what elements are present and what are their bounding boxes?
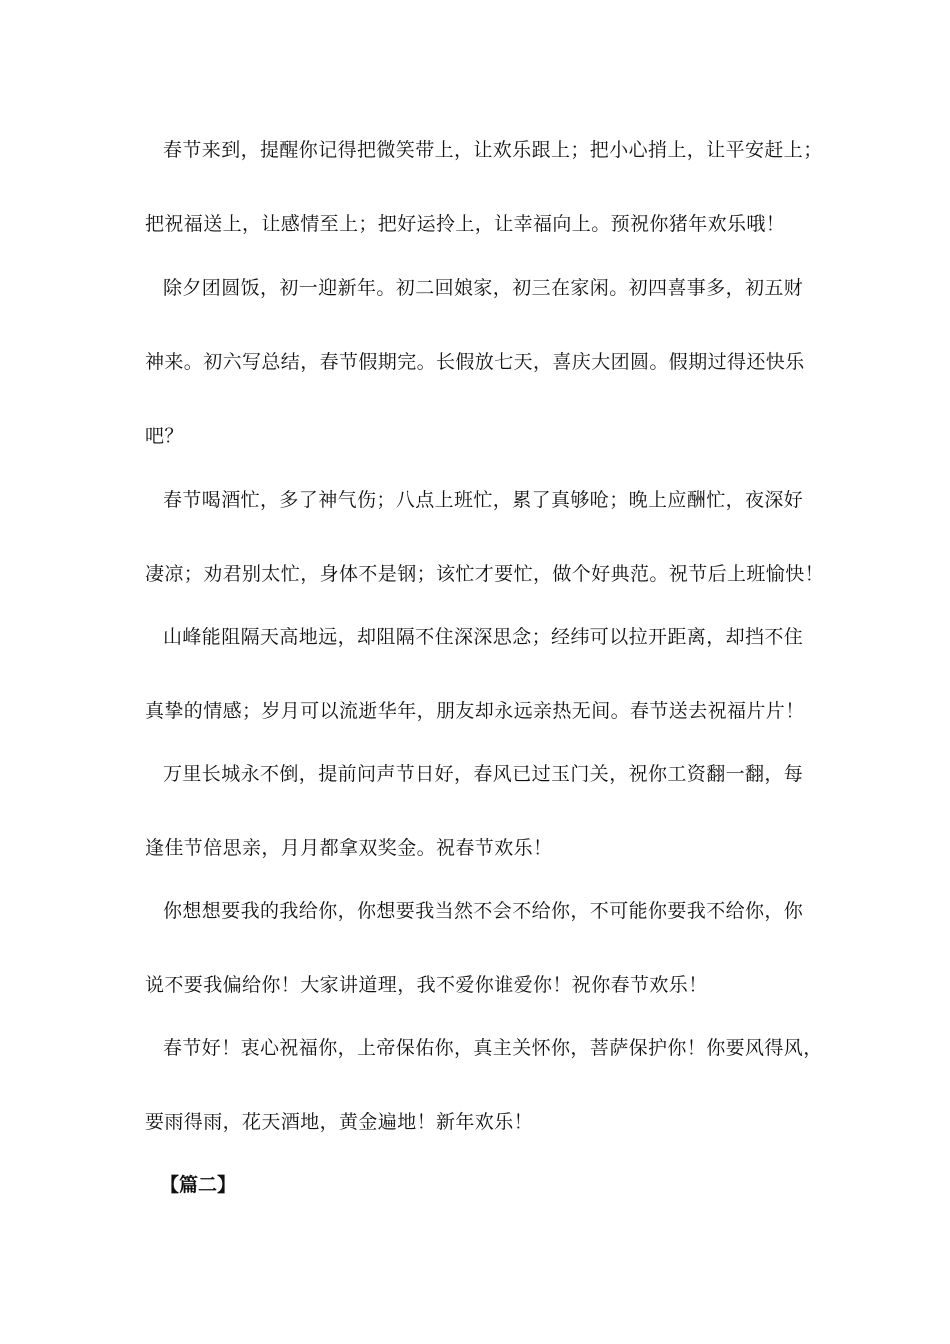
paragraph-line: 说不要我偏给你！大家讲道理，我不爱你谁爱你！祝你春节欢乐！ <box>145 974 708 996</box>
paragraph-line: 山峰能阻隔天高地远，却阻隔不住深深思念；经纬可以拉开距离，却挡不住 <box>163 626 804 648</box>
paragraph-line: 逢佳节倍思亲，月月都拿双奖金。祝春节欢乐！ <box>145 837 553 859</box>
section-heading: 【篇二】 <box>160 1174 237 1196</box>
paragraph-line: 凄凉；劝君别太忙，身体不是钢；该忙才要忙，做个好典范。祝节后上班愉快！ <box>145 563 825 585</box>
paragraph-line: 春节喝酒忙，多了神气伤；八点上班忙，累了真够呛；晚上应酬忙，夜深好 <box>163 489 804 511</box>
paragraph-line: 春节好！衷心祝福你，上帝保佑你，真主关怀你，菩萨保护你！你要风得风， <box>163 1037 823 1059</box>
paragraph-line: 春节来到，提醒你记得把微笑带上，让欢乐跟上；把小心捎上，让平安赶上； <box>163 139 823 161</box>
paragraph-line: 神来。初六写总结，春节假期完。长假放七天，喜庆大团圆。假期过得还快乐 <box>145 351 805 373</box>
paragraph-line: 你想想要我的我给你，你想要我当然不会不给你，不可能你要我不给你，你 <box>163 900 804 922</box>
paragraph-line: 万里长城永不倒，提前问声节日好，春风已过玉门关，祝你工资翻一翻，每 <box>163 763 804 785</box>
paragraph-line: 要雨得雨，花天酒地，黄金遍地！新年欢乐！ <box>145 1111 534 1133</box>
paragraph-line: 吧？ <box>145 425 184 447</box>
paragraph-line: 把祝福送上，让感情至上；把好运拎上，让幸福向上。预祝你猪年欢乐哦！ <box>145 213 786 235</box>
paragraph-line: 除夕团圆饭，初一迎新年。初二回娘家，初三在家闲。初四喜事多，初五财 <box>163 277 804 299</box>
paragraph-line: 真挚的情感；岁月可以流逝华年，朋友却永远亲热无间。春节送去祝福片片！ <box>145 700 805 722</box>
